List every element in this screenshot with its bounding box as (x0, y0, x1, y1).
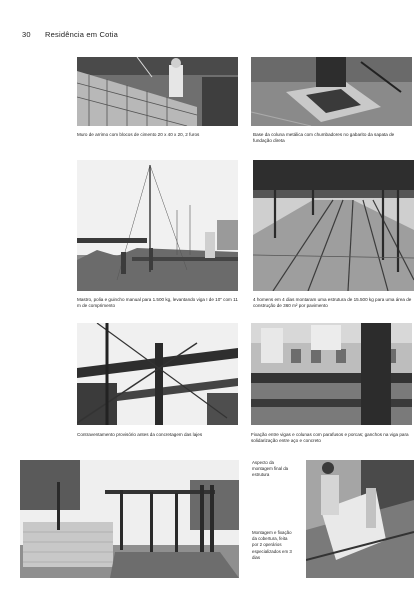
photo-final-structure (20, 460, 239, 578)
caption-mast-winch: Mastro, polia e guincho manual para 1.500 kg, levantando viga I de 10" com 11 m de comprimento (77, 297, 238, 308)
photo-beam-column (251, 323, 412, 425)
photo-steel-deck (253, 160, 414, 291)
page-header (22, 30, 118, 39)
page-title: Residência em Cotia (45, 30, 119, 39)
photo-bracing (77, 323, 238, 425)
caption-block-wall: Muro de arrimo com blocos de cimento 20 x 40 x 20, 2 furos (77, 132, 200, 137)
caption-steel-deck: 4 homens em 4 dias montaram uma estrutura de 15.500 kg para uma área de construção de 360 m² por pavimento (253, 297, 412, 308)
caption-beam-column: Fixação entre vigas e colunas com parafusos e porcas; ganchos na viga para solidarização entre aço e concreto (251, 432, 409, 443)
caption-final-structure: Aspecto da montagem final da estrutura (252, 460, 289, 478)
caption-roof-assembly: Montagem e fixação da cobertura, feita por 2 operários especializados em 3 dias (252, 530, 292, 560)
photo-mast-winch (77, 160, 238, 291)
caption-bracing: Contraventamento provisório antes da concretagem das lajes (77, 432, 203, 437)
page-number: 30 (22, 30, 31, 39)
photo-block-wall (77, 57, 238, 126)
photo-roof-assembly (306, 460, 414, 578)
caption-column-base: Base da coluna metálica com chumbadores no gabarito da sapata de fundação direta (253, 132, 395, 143)
photo-column-base (251, 57, 412, 126)
